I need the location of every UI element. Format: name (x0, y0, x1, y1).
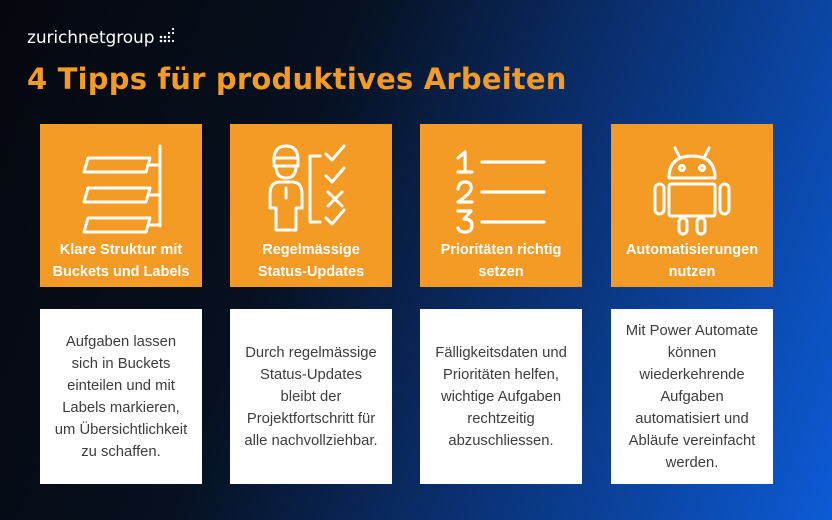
tip-heading: Automatisierungen nutzen (625, 242, 759, 280)
brand-logo (27, 28, 176, 48)
tip-card-status (230, 124, 392, 287)
tip-description: Fälligkeitsdaten und Prioritäten helfen, wichtige Aufgaben rechtzeitig abzuschliessen. (435, 344, 567, 449)
logo-dots-icon (157, 27, 176, 45)
tip-heading: Klare Struktur mit Buckets und Labels (52, 242, 190, 280)
tip-description-card (40, 309, 202, 484)
robot-icon (647, 136, 737, 236)
tip-description: Durch regelmässige Status-Updates bleibt der Projektfortschritt für alle nachvollziehbar. (244, 344, 378, 449)
tip-heading: Regelmässige Status-Updates (257, 242, 365, 280)
tip-description-card (230, 309, 392, 484)
numbered-list-icon (456, 136, 546, 236)
brand-logo-text: zurichnetgroup (27, 28, 155, 48)
bucket-structure-icon (76, 136, 166, 236)
tip-card-priorities (420, 124, 582, 287)
tip-description-card (420, 309, 582, 484)
tip-description: Aufgaben lassen sich in Buckets einteilen und mit Labels markieren, um Übersichtlichkeit zu schaffen. (54, 333, 188, 460)
page-title: 4 Tipps für produktives Arbeiten (27, 62, 567, 96)
tip-heading: Prioritäten richtig setzen (440, 242, 562, 280)
tip-card-automation (611, 124, 773, 287)
tip-description: Mit Power Automate können wiederkehrende Aufgaben automatisiert und Abläufe vereinfacht werden. (625, 322, 759, 471)
tip-description-card (611, 309, 773, 484)
tip-card-structure (40, 124, 202, 287)
person-checklist-icon (266, 136, 356, 236)
